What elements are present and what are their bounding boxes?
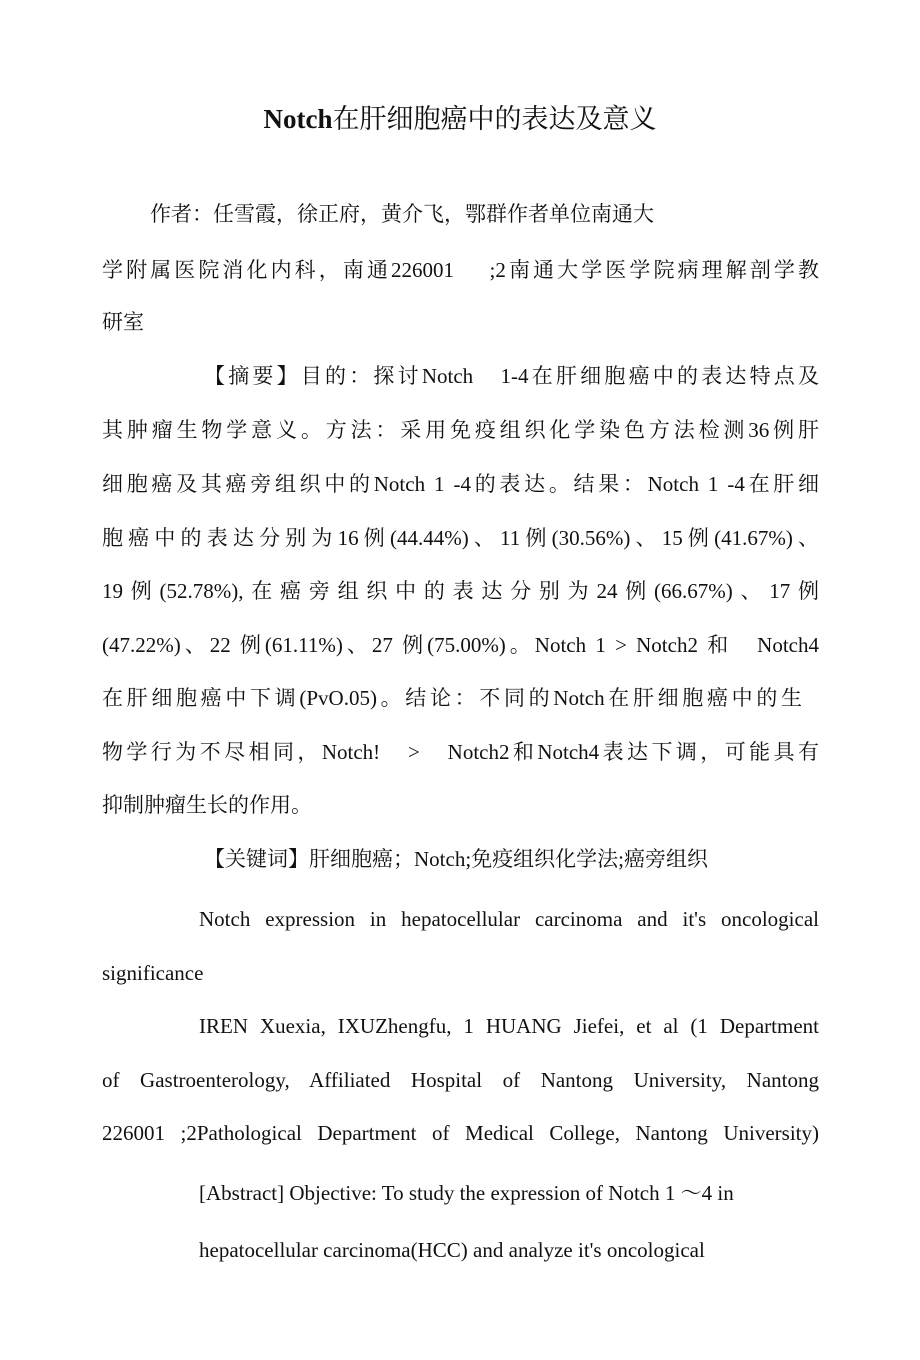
abstract-line: 抑制肿瘤生长的作用。: [102, 793, 312, 817]
english-affiliation-line: of Gastroenterology, Affiliated Hospital of Nantong University, Nantong: [102, 1068, 819, 1092]
title-rest: 在肝细胞癌中的表达及意义: [332, 104, 657, 134]
english-title-line: significance: [102, 961, 204, 985]
affiliation-line: 研室: [102, 310, 144, 334]
english-abstract-line: [Abstract] Objective: To study the expression of Notch 1 ～4 in: [199, 1181, 734, 1205]
document-title: [0, 97, 920, 136]
affiliation-line: 学附属医院消化内科，南通226001 ;2南通大学医学院病理解剖学教: [102, 258, 819, 282]
abstract-line: 在肝细胞癌中下调(PvO.05)。结论：不同的Notch在肝细胞癌中的生: [102, 686, 802, 710]
title-bold: Notch: [263, 104, 333, 134]
english-affiliation-line: 226001 ;2Pathological Department of Medical College, Nantong University): [102, 1121, 819, 1145]
keywords-line: 【关键词】肝细胞癌；Notch;免疫组织化学法;癌旁组织: [204, 847, 708, 871]
english-abstract-line: hepatocellular carcinoma(HCC) and analyze it's oncological: [199, 1238, 705, 1262]
author-line: 作者：任雪霞，徐正府，黄介飞，鄂群作者单位南通大: [150, 202, 654, 226]
abstract-line: 物学行为不尽相同，Notch! > Notch2和Notch4表达下调，可能具有: [102, 740, 820, 764]
abstract-line: 【摘要】目的：探讨Notch 1-4在肝细胞癌中的表达特点及: [204, 364, 819, 388]
english-author-line: IREN Xuexia, IXUZhengfu, 1 HUANG Jiefei, et al (1 Department: [199, 1014, 819, 1038]
abstract-line: 细胞癌及其癌旁组织中的Notch 1 -4的表达。结果：Notch 1 -4在肝细: [102, 472, 819, 496]
english-title-line: Notch expression in hepatocellular carcinoma and it's oncological: [199, 907, 819, 931]
abstract-line: (47.22%)、22 例(61.11%)、27 例(75.00%)。Notch 1 > Notch2 和 Notch4: [102, 633, 819, 657]
abstract-line: 19例(52.78%),在癌旁组织中的表达分别为24例(66.67%)、17例: [102, 579, 819, 603]
abstract-line: 胞癌中的表达分别为16例(44.44%)、11例(30.56%)、15例(41.67%)、: [102, 526, 819, 550]
abstract-line: 其肿瘤生物学意义。方法：采用免疫组织化学染色方法检测36例肝: [102, 418, 819, 442]
